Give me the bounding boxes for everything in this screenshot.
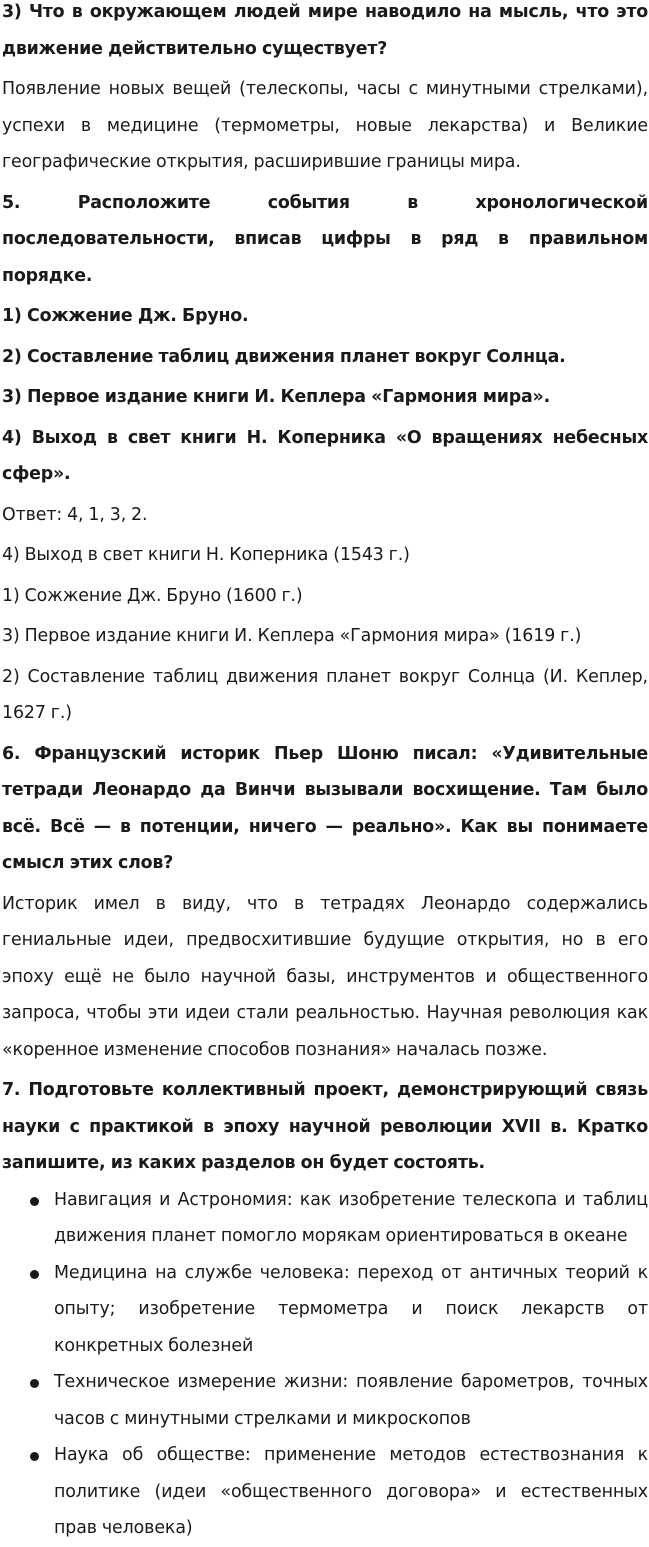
list-item [54, 1364, 648, 1437]
list-item [54, 1437, 648, 1547]
event-item-2: 2) Составление таблиц движения планет вокруг Солнца. [2, 346, 566, 367]
answer-line-3: 3) Первое издание книги И. Кеплера «Гармония мира» (1619 г.) [2, 626, 582, 646]
list-item-text: Наука об обществе: применение методов естествознания к политике (идеи «общественного договора» и естественных прав человека) [54, 1445, 648, 1538]
answer-label: Ответ: 4, 1, 3, 2. [2, 504, 148, 525]
list-item-text: Медицина на службе человека: переход от античных теорий к опыту; изобретение термометра и поиск лекарств от конкретных болезней [54, 1262, 648, 1356]
list-item-text: Техническое измерение жизни: появление барометров, точных часов с минутными стрелками и микроскопов [54, 1372, 648, 1429]
question-5: 5. Расположите события в хронологической последовательности, вписав цифры в ряд в правильном порядке. [2, 192, 648, 286]
question-7: 7. Подготовьте коллективный проект, демонстрирующий связь науки с практикой в эпоху научной революции XVII в. Кратко запишите, из каких разделов он будет состоять. [2, 1080, 648, 1173]
bullet-icon [30, 1197, 39, 1206]
answer-6: Историк имел в виду, что в тетрадях Леонардо содержались гениальные идеи, предвосхитившие будущие открытия, но в его эпоху ещё не было научной базы, инструментов и общественного запроса, чтобы эти идеи стали реальностью. Научная революция как «коренное изменение способов познания» началась позже. [2, 893, 648, 1060]
list-item-text: Навигация и Астрономия: как изобретение телескопа и таблиц движения планет помогло морякам ориентироваться в океане [54, 1189, 648, 1246]
answer-line-4: 2) Составление таблиц движения планет вокруг Солнца (И. Кеплер, 1627 г.) [2, 666, 648, 723]
question-6: 6. Французский историк Пьер Шоню писал: «Удивительные тетради Леонардо да Винчи вызывали восхищение. Там было всё. Всё — в потенции, ничего — реально». Как вы понимаете смысл этих слов? [2, 743, 648, 873]
bullet-icon [30, 1452, 39, 1461]
bullet-icon [30, 1270, 39, 1279]
question-3: 3) Что в окружающем людей мире наводило на мысль, что это движение действительно существует? [2, 2, 648, 59]
answer-line-1: 4) Выход в свет книги Н. Коперника (1543 г.) [2, 545, 410, 565]
bullet-icon [30, 1379, 39, 1388]
list-item [54, 1255, 648, 1365]
event-item-1: 1) Сожжение Дж. Бруно. [2, 306, 249, 326]
answer-3: Появление новых вещей (телескопы, часы с минутными стрелками), успехи в медицине (термометры, новые лекарства) и Великие географические открытия, расширившие границы мира. [2, 79, 648, 172]
list-item [54, 1182, 648, 1255]
event-item-4: 4) Выход в свет книги Н. Коперника «О вращениях небесных сфер». [2, 427, 648, 484]
event-item-3: 3) Первое издание книги И. Кеплера «Гармония мира». [2, 387, 550, 407]
answer-line-2: 1) Сожжение Дж. Бруно (1600 г.) [2, 585, 303, 606]
project-sections-list [2, 1182, 648, 1547]
